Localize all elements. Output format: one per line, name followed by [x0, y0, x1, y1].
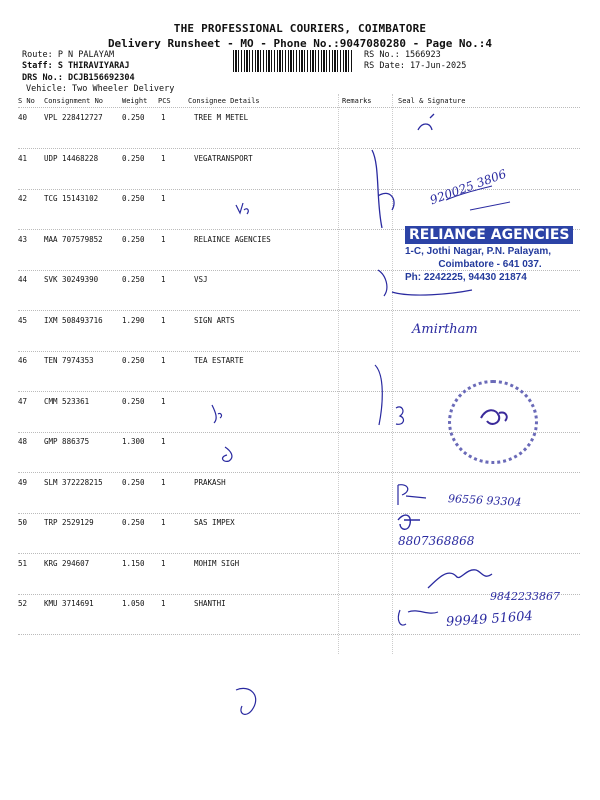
cell-pcs: 1: [161, 275, 166, 284]
cell-pcs: 1: [161, 194, 166, 203]
cell-consignee: SHANTHI: [194, 599, 226, 608]
cell-pcs: 1: [161, 315, 166, 325]
col-header-consignment: Consignment No: [44, 97, 104, 105]
stamp-name: RELIANCE AGENCIES: [405, 226, 573, 244]
cell-cons: SVK 30249390: [44, 275, 99, 284]
handwritten-phone-4: 99949 51604: [445, 608, 534, 631]
cell-cons: CMM 523361: [44, 396, 90, 406]
cell-pcs: 1: [161, 437, 166, 446]
cell-consignee: MOHIM SIGH: [194, 558, 240, 568]
cell-weight: 0.250: [122, 477, 145, 487]
document-subtitle: Delivery Runsheet - MO - Phone No.:9047080280 - Page No.:4: [107, 37, 493, 50]
document-title: THE PROFESSIONAL COURIERS, COIMBATORE: [173, 22, 427, 35]
staff-label: Staff: S THIRAVIYARAJ: [22, 61, 130, 71]
cell-sno: 52: [18, 599, 28, 608]
cell-consignee: TREE M METEL: [194, 113, 249, 122]
cell-consignee: VEGATRANSPORT: [194, 153, 253, 163]
cell-weight: 0.250: [122, 356, 145, 365]
cell-consignee: SAS IMPEX: [194, 518, 235, 527]
cell-sno: 44: [18, 275, 28, 284]
col-header-remarks: Remarks: [342, 97, 372, 105]
cell-sno: 43: [18, 234, 28, 244]
cell-pcs: 1: [161, 113, 166, 122]
cell-consignee: PRAKASH: [194, 477, 226, 487]
cell-weight: 0.250: [122, 518, 145, 527]
cell-pcs: 1: [161, 599, 166, 608]
cell-sno: 48: [18, 437, 28, 446]
cell-cons: TEN 7974353: [44, 356, 94, 365]
cell-sno: 50: [18, 518, 28, 527]
route-label: Route: P N PALAYAM: [22, 50, 115, 60]
cell-cons: TCG 15143102: [44, 194, 99, 203]
cell-consignee: SIGN ARTS: [194, 315, 235, 325]
cell-weight: 1.290: [122, 315, 145, 325]
cell-weight: 0.250: [122, 234, 145, 244]
cell-consignee: TEA ESTARTE: [194, 356, 244, 365]
cell-weight: 1.150: [122, 558, 145, 568]
handwritten-number: 920025 3806: [428, 166, 509, 208]
cell-pcs: 1: [161, 356, 166, 365]
drs-label: DRS No.: DCJB156692304: [22, 73, 135, 83]
cell-weight: 0.250: [122, 396, 145, 406]
cell-weight: 0.250: [122, 113, 145, 122]
cell-cons: KMU 3714691: [44, 599, 94, 608]
cell-pcs: 1: [161, 396, 166, 406]
cell-cons: UDP 14468228: [44, 153, 99, 163]
cell-weight: 1.300: [122, 437, 145, 446]
col-header-consignee: Consignee Details: [188, 97, 260, 105]
cell-pcs: 1: [161, 153, 166, 163]
col-header-sno: S No: [18, 97, 35, 105]
cell-pcs: 1: [161, 234, 166, 244]
cell-sno: 47: [18, 396, 28, 406]
cell-sno: 51: [18, 558, 28, 568]
col-header-pcs: PCS: [158, 97, 171, 105]
cell-pcs: 1: [161, 518, 166, 527]
stamp-phone: Ph: 2242225, 94430 21874: [405, 272, 527, 283]
cell-cons: VPL 228412727: [44, 113, 103, 122]
cell-weight: 0.250: [122, 275, 145, 284]
rs-date: RS Date: 17-Jun-2025: [364, 61, 467, 71]
cell-sno: 40: [18, 113, 28, 122]
stamp-address1: 1-C, Jothi Nagar, P.N. Palayam,: [405, 246, 551, 257]
cell-cons: MAA 707579852: [44, 234, 103, 244]
col-header-seal: Seal & Signature: [398, 97, 466, 105]
rs-number: RS No.: 1566923: [364, 50, 441, 60]
vehicle-label: Vehicle: Two Wheeler Delivery: [26, 84, 175, 94]
stamp-address2: Coimbatore - 641 037.: [438, 259, 542, 270]
cell-cons: IXM 508493716: [44, 315, 103, 325]
cell-pcs: 1: [161, 558, 166, 568]
cell-cons: TRP 2529129: [44, 518, 94, 527]
cell-cons: SLM 372228215: [44, 477, 103, 487]
handwritten-phone-1: 96556 93304: [447, 492, 522, 509]
cell-sno: 45: [18, 315, 28, 325]
cell-cons: GMP 886375: [44, 437, 90, 446]
cell-sno: 46: [18, 356, 28, 365]
cell-sno: 41: [18, 153, 28, 163]
cell-consignee: RELAINCE AGENCIES: [194, 234, 271, 244]
cell-cons: KRG 294607: [44, 558, 90, 568]
cell-pcs: 1: [161, 477, 166, 487]
handwritten-phone-3: 9842233867: [490, 590, 560, 603]
cell-weight: 0.250: [122, 153, 145, 163]
cell-sno: 42: [18, 194, 28, 203]
cell-consignee: VSJ: [194, 275, 208, 284]
cell-sno: 49: [18, 477, 28, 487]
cell-weight: 0.250: [122, 194, 145, 203]
cell-weight: 1.050: [122, 599, 145, 608]
handwritten-phone-2: 8807368868: [398, 534, 475, 548]
handwritten-name: Amirtham: [412, 322, 478, 337]
col-header-weight: Weight: [122, 97, 148, 105]
